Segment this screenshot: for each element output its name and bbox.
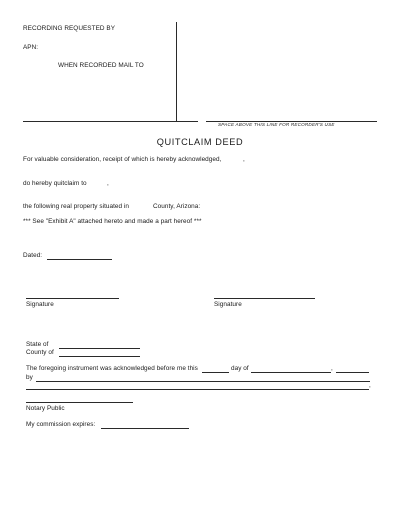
quitclaim-comma: , [107,180,109,187]
day-of-text: day of [231,365,249,372]
year-line[interactable] [336,372,369,373]
acknowledged-text: The foregoing instrument was acknowledged before me this [26,365,198,372]
notary-public-label: Notary Public [26,405,65,412]
by-label: by [26,374,33,381]
signature-label-right: Signature [214,301,242,308]
page-title: QUITCLAIM DEED [156,137,244,147]
notary-signature-line[interactable] [26,402,133,403]
apn-label: APN: [23,44,39,51]
property-situated-text: the following real property situated in [23,203,130,210]
ack-comma: , [331,365,333,372]
dated-value[interactable] [49,252,112,259]
commission-expires-label: My commission expires: [26,421,96,428]
dated-line [47,259,112,260]
county-of-label: County of [26,349,54,356]
month-line[interactable] [251,372,331,373]
dated-label: Dated: [23,252,43,259]
county-of-line[interactable] [59,356,140,357]
header-divider-vertical [176,22,177,121]
consideration-text: For valuable consideration, receipt of which is hereby acknowledged, [23,156,222,163]
quitclaim-to-text: do hereby quitclaim to [23,180,87,187]
by-line[interactable] [36,381,370,382]
by-line-continued[interactable] [26,389,369,390]
consideration-comma: , [243,156,245,163]
signature-label-left: Signature [26,301,54,308]
state-of-line[interactable] [59,348,140,349]
signature-line-right[interactable] [214,298,315,299]
when-recorded-mail-to: WHEN RECORDED MAIL TO [58,62,144,69]
day-line[interactable] [202,372,229,373]
county-arizona-text: County, Arizona: [153,203,201,210]
space-above-note: SPACE ABOVE THIS LINE FOR RECORDER'S USE [218,122,335,127]
signature-line-left[interactable] [26,298,119,299]
header-divider-left [23,121,198,122]
exhibit-note: *** See "Exhibit A" attached hereto and made a part hereof *** [23,218,202,225]
commission-expires-line[interactable] [101,428,189,429]
by-trailing-comma: , [369,382,371,389]
state-of-label: State of [26,341,49,348]
recording-requested-by: RECORDING REQUESTED BY [23,25,116,32]
